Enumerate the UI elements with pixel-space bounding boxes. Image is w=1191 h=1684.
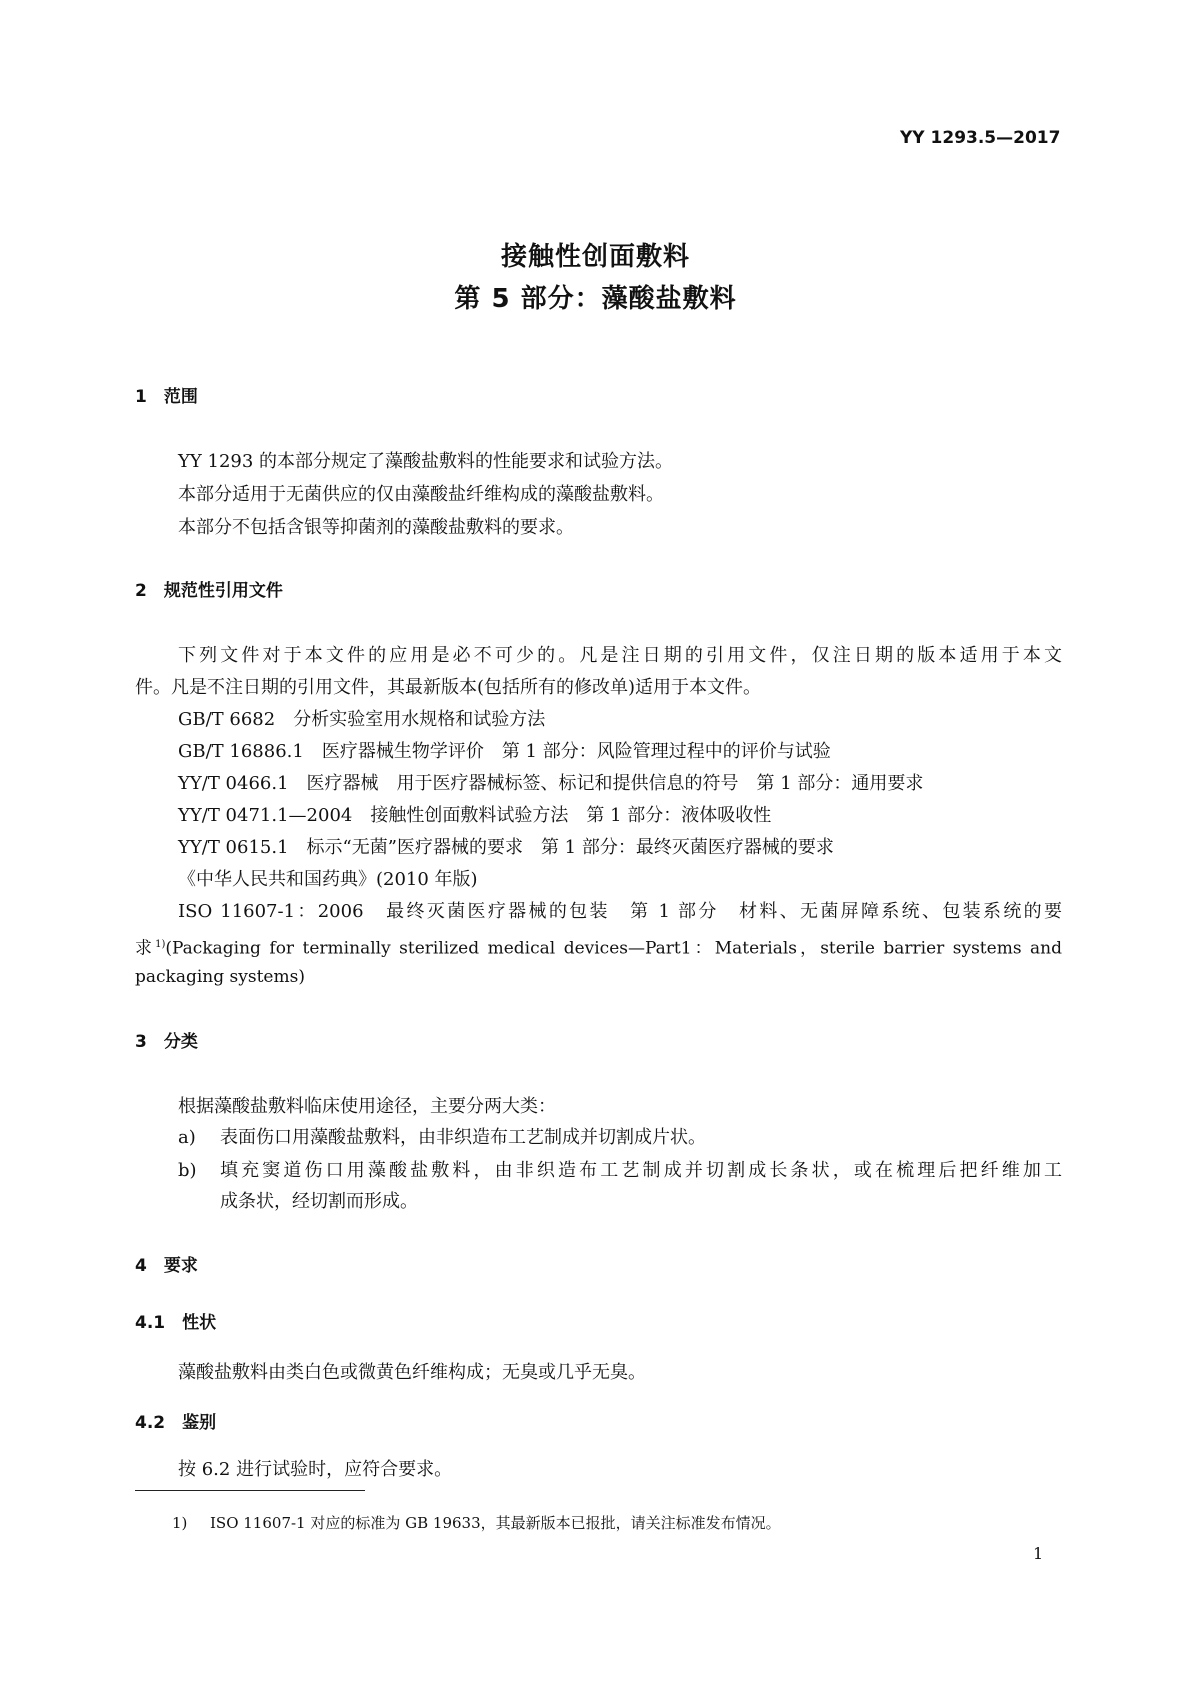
section-4-heading: 4 要求 (135, 1256, 198, 1276)
list-item-label: b) (178, 1160, 197, 1181)
list-item: 成条状，经切割而形成。 (220, 1191, 418, 1212)
reference-text: 求 (135, 938, 156, 959)
list-item: 表面伤口用藻酸盐敷料，由非织造布工艺制成并切割成片状。 (220, 1127, 706, 1148)
reference-item: GB/T 6682 分析实验室用水规格和试验方法 (178, 709, 546, 730)
paragraph: 件。凡是不注日期的引用文件，其最新版本(包括所有的修改单)适用于本文件。 (135, 677, 762, 698)
paragraph: 按 6.2 进行试验时，应符合要求。 (178, 1459, 453, 1480)
reference-item-continued (135, 934, 1062, 960)
reference-item: ISO 11607-1：2006 最终灭菌医疗器械的包装 第 1 部分 材料、无菌屏障系统、包装系统的要 (178, 901, 1062, 922)
paragraph: 本部分适用于无菌供应的仅由藻酸盐纤维构成的藻酸盐敷料。 (178, 484, 664, 505)
reference-item: YY/T 0615.1 标示“无菌”医疗器械的要求 第 1 部分：最终灭菌医疗器械的要求 (178, 837, 834, 858)
reference-item: 《中华人民共和国药典》(2010 年版) (178, 869, 478, 890)
title-line-2: 第 5 部分：藻酸盐敷料 (454, 284, 737, 314)
reference-text: (Packaging for terminally sterilized medical devices—Part1：Materials，sterile barrier systems and (165, 938, 1062, 959)
reference-item: YY/T 0466.1 医疗器械 用于医疗器械标签、标记和提供信息的符号 第 1 部分：通用要求 (178, 773, 924, 794)
list-item: 填充窦道伤口用藻酸盐敷料，由非织造布工艺制成并切割成长条状，或在梳理后把纤维加工 (220, 1160, 1062, 1181)
footnote-divider (135, 1490, 365, 1491)
section-1-heading: 1 范围 (135, 387, 198, 407)
reference-item: YY/T 0471.1—2004 接触性创面敷料试验方法 第 1 部分：液体吸收性 (178, 805, 772, 826)
section-4-1-heading: 4.1 性状 (135, 1313, 217, 1333)
section-4-2-heading: 4.2 鉴别 (135, 1413, 217, 1433)
section-2-heading: 2 规范性引用文件 (135, 581, 283, 601)
footnote-label: 1) (172, 1514, 188, 1532)
footnote-marker[interactable]: 1) (155, 939, 166, 950)
paragraph: 根据藻酸盐敷料临床使用途径，主要分两大类： (178, 1096, 556, 1117)
paragraph: 下列文件对于本文件的应用是必不可少的。凡是注日期的引用文件，仅注日期的版本适用于本文 (178, 645, 1062, 666)
title-line-1: 接触性创面敷料 (500, 242, 690, 272)
document-number: YY 1293.5—2017 (900, 128, 1061, 148)
paragraph: YY 1293 的本部分规定了藻酸盐敷料的性能要求和试验方法。 (178, 451, 674, 472)
reference-item-continued: packaging systems) (135, 967, 305, 987)
section-3-heading: 3 分类 (135, 1032, 198, 1052)
list-item-label: a) (178, 1127, 196, 1148)
page-number: 1 (1033, 1544, 1044, 1563)
reference-item: GB/T 16886.1 医疗器械生物学评价 第 1 部分：风险管理过程中的评价与试验 (178, 741, 831, 762)
paragraph: 本部分不包括含银等抑菌剂的藻酸盐敷料的要求。 (178, 517, 574, 538)
paragraph: 藻酸盐敷料由类白色或微黄色纤维构成；无臭或几乎无臭。 (178, 1362, 646, 1383)
footnote-text: ISO 11607-1 对应的标准为 GB 19633，其最新版本已报批，请关注标准发布情况。 (210, 1514, 781, 1532)
